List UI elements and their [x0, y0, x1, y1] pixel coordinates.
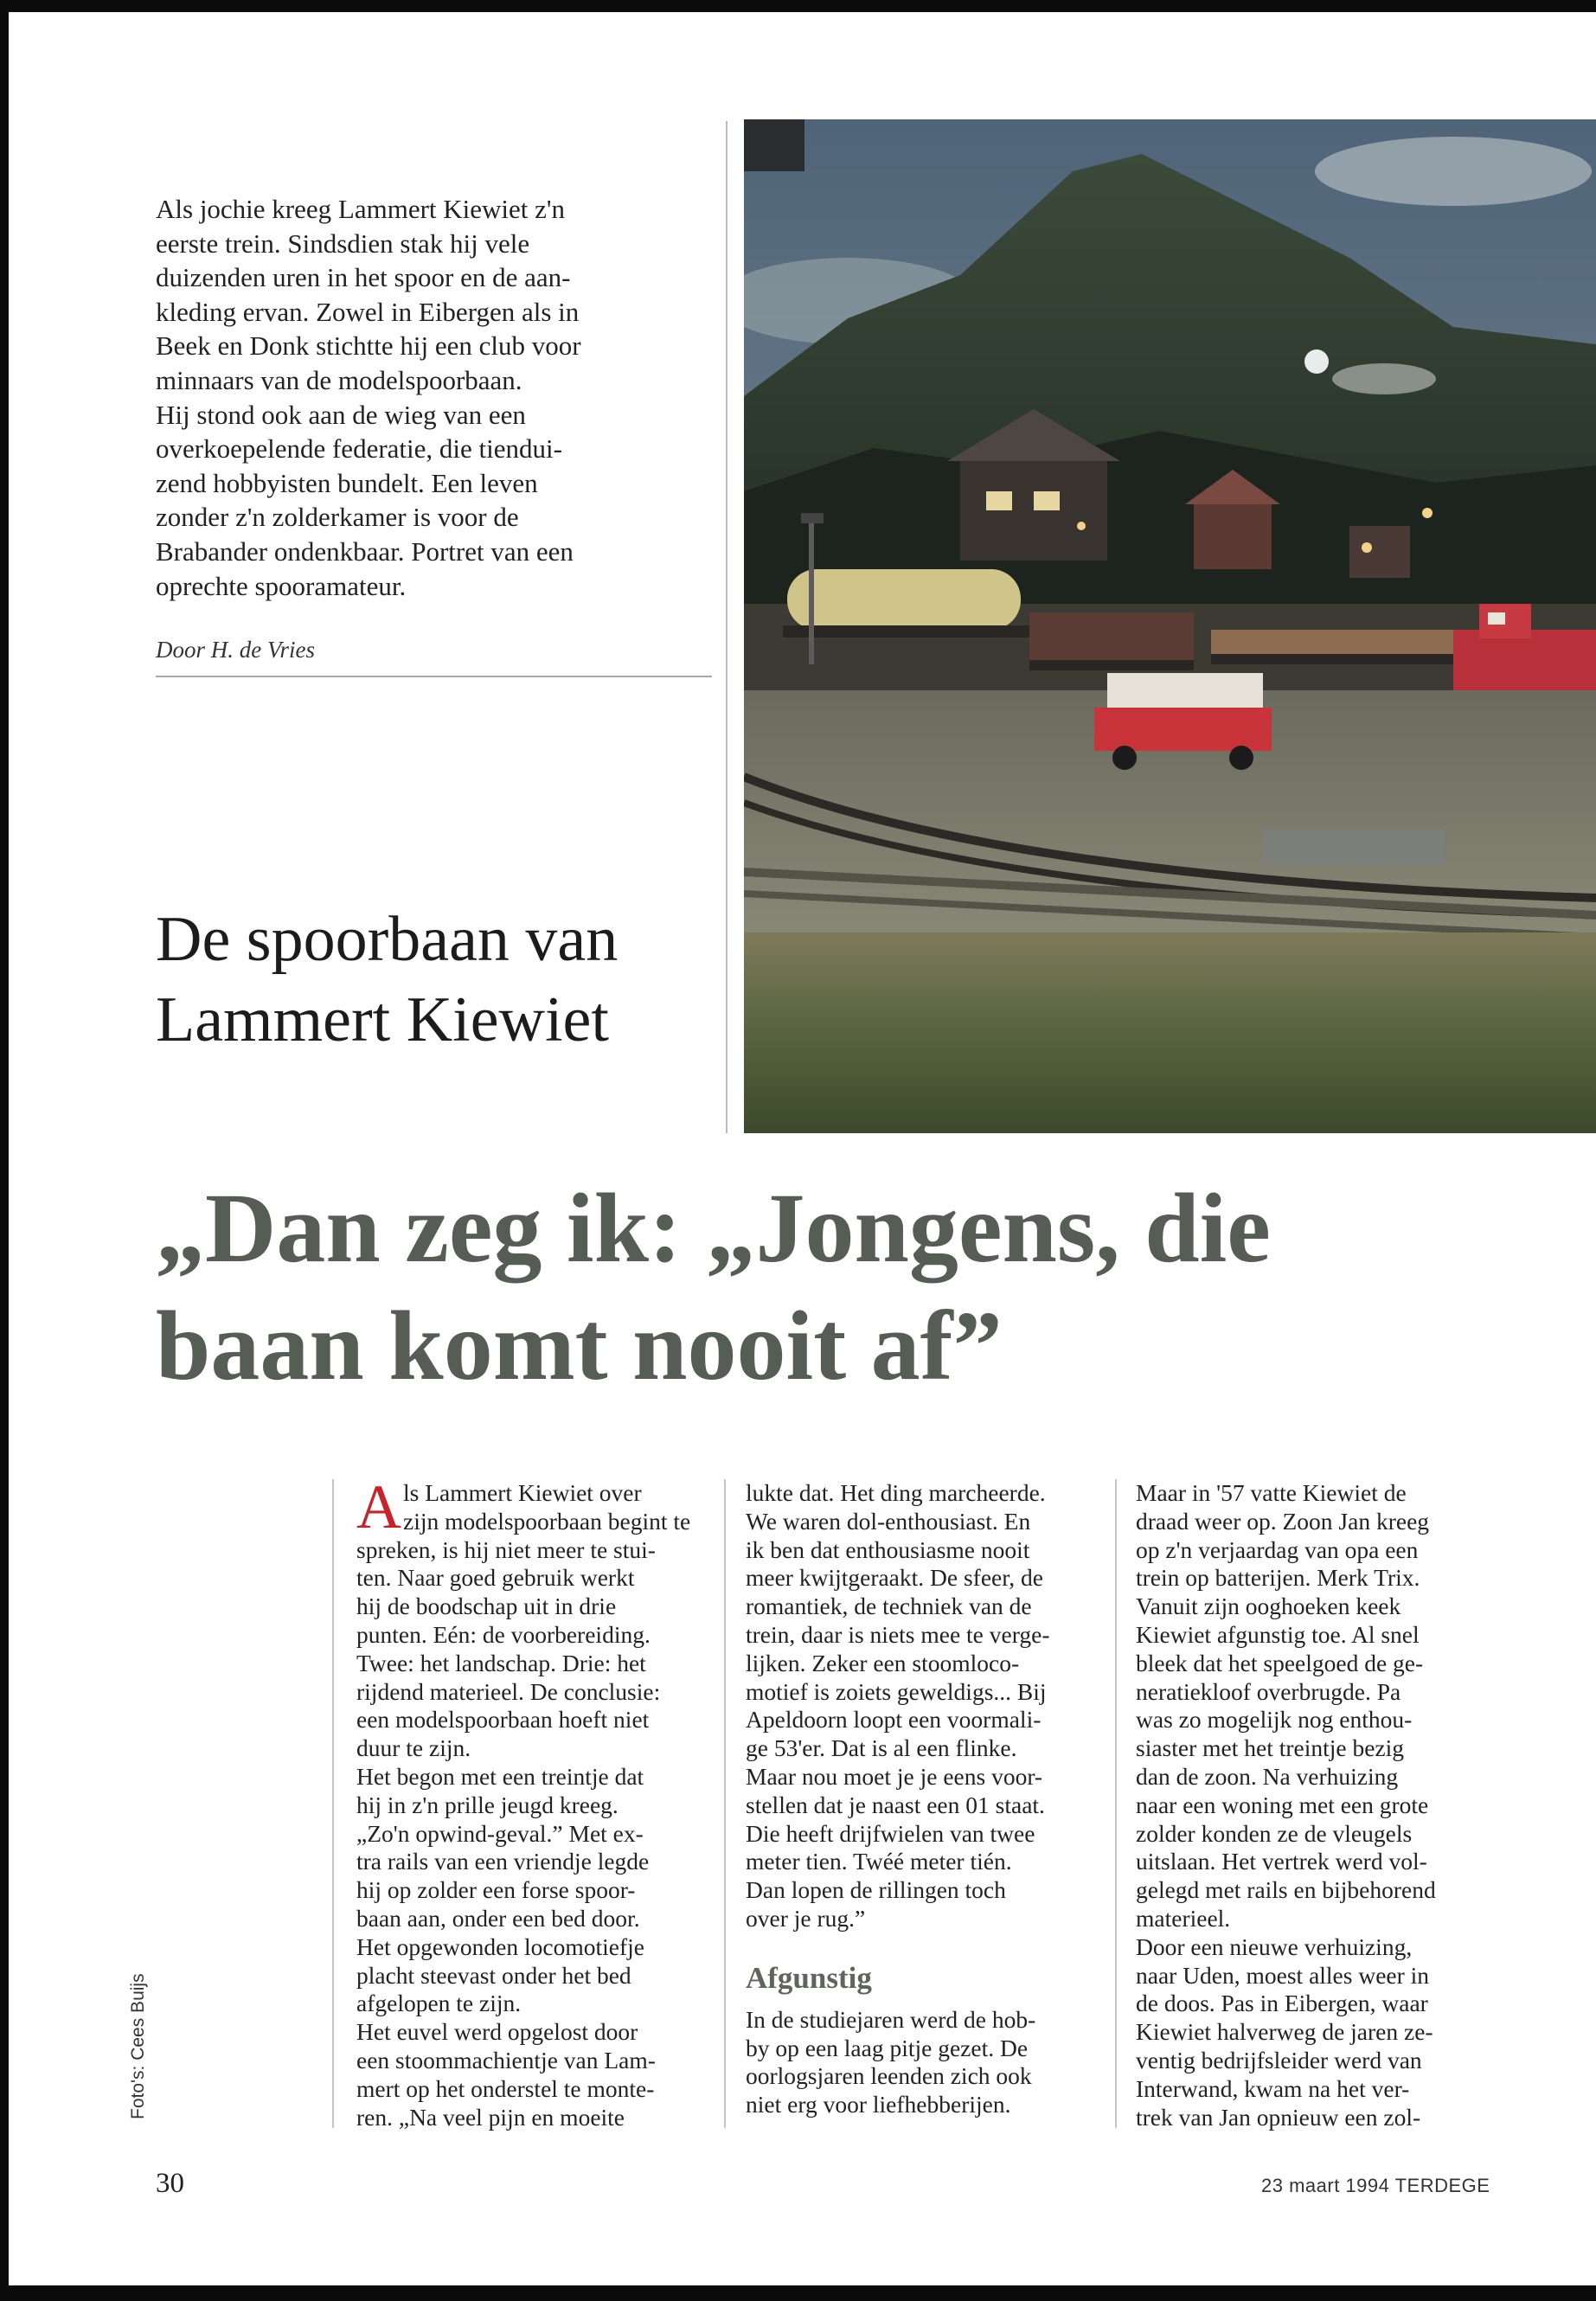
body-column-1-line: een modelspoorbaan hoeft niet: [356, 1706, 650, 1734]
body-column-2-line: stellen dat je naast een 01 staat.: [746, 1791, 1045, 1818]
body-column-1-line: zijn modelspoorbaan begint te: [403, 1507, 691, 1535]
body-column-2-line: Apeldoorn loopt een voormali-: [746, 1706, 1042, 1734]
body-first-line-text: ls Lammert Kiewiet over: [403, 1479, 642, 1506]
body-column-2-line: over je rug.”: [746, 1904, 866, 1932]
body-column-1-line: Het begon met een treintje dat: [356, 1762, 644, 1790]
body-column-3-line: siaster met het treintje bezig: [1136, 1734, 1405, 1762]
intro-text-line: overkoepelende federatie, die tiendui-: [156, 433, 562, 465]
body-column-1-line: duur te zijn.: [356, 1734, 471, 1762]
intro-text-line: kleding ervan. Zowel in Eibergen als in: [156, 296, 580, 327]
byline: Door H. de Vries: [156, 637, 315, 663]
body-column-3-line: trek van Jan opnieuw een zol-: [1136, 2103, 1421, 2131]
body-column-1-line: afgelopen te zijn.: [356, 1990, 522, 2017]
body-column-2-line: ik ben dat enthousiasme nooit: [746, 1535, 1030, 1563]
body-column-1-line: hij de boodschap uit in drie: [356, 1593, 617, 1620]
model-railway-illustration: [744, 119, 1596, 1133]
body-column-2-line: by op een laag pitje gezet. De: [746, 2034, 1029, 2061]
intro-text-line: Als jochie kreeg Lammert Kiewiet z'n: [156, 194, 565, 224]
body-column-1-line: rijdend materieel. De conclusie:: [356, 1677, 661, 1705]
body-column-3-line: bleek dat het speelgoed de ge-: [1136, 1649, 1424, 1676]
body-column-3-line: uitslaan. Het vertrek werd vol-: [1136, 1848, 1427, 1875]
page-edge-bottom: [0, 2285, 1596, 2301]
body-column-1-line: tra rails van een vriendje legde: [356, 1848, 650, 1875]
body-column-2-line: Dan lopen de rillingen toch: [746, 1876, 1006, 1904]
page-edge-top: [0, 0, 1596, 12]
intro-text: [156, 192, 709, 603]
body-column-2-line: meer kwijtgeraakt. De sfeer, de: [746, 1564, 1044, 1592]
body-column-3: [1136, 1479, 1499, 2131]
body-column-2-line: meter tien. Twéé meter tién.: [746, 1848, 1012, 1875]
body-column-3-line: Kiewiet afgunstig toe. Al snel: [1136, 1620, 1420, 1648]
body-column-1-line: ren. „Na veel pijn en moeite: [356, 2103, 625, 2131]
body-column-2-line: We waren dol-enthousiast. En: [746, 1507, 1031, 1535]
body-column-3-line: de doos. Pas in Eibergen, waar: [1136, 1990, 1428, 2017]
body-column-2-line: ge 53'er. Dat is al een flinke.: [746, 1734, 1017, 1762]
intro-text-line: zend hobbyisten bundelt. Een leven: [156, 467, 538, 498]
article-title-line-1: De spoorbaan van: [156, 904, 619, 975]
body-column-3-line: dan de zoon. Na verhuizing: [1136, 1762, 1399, 1790]
body-column-1-line: ten. Naar goed gebruik werkt: [356, 1564, 635, 1592]
subheading: Afgunstig: [746, 1960, 872, 1995]
body-column-3-line: Door een nieuwe verhuizing,: [1136, 1932, 1413, 1960]
page-number: 30: [156, 2168, 184, 2199]
intro-text-line: Beek en Donk stichtte hij een club voor: [156, 330, 581, 362]
body-column-2-line: lukte dat. Het ding marcheerde.: [746, 1479, 1046, 1506]
body-column-1-line: hij in z'n prille jeugd kreeg.: [356, 1791, 619, 1818]
headline-line-2: baan komt nooit af”: [156, 1291, 1003, 1400]
body-column-3-line: neratiekloof overbrugde. Pa: [1136, 1677, 1401, 1705]
body-column-2-lines: [746, 1479, 1100, 1933]
body-column-3-line: Interwand, kwam na het ver-: [1136, 2074, 1410, 2102]
headline-line-1: „Dan zeg ik: „Jongens, die: [156, 1173, 1271, 1283]
body-column-3-line: trein op batterijen. Merk Trix.: [1136, 1564, 1420, 1592]
intro-text-line: Brabander ondenkbaar. Portret van een: [156, 535, 574, 567]
intro-text-line: zonder z'n zolderkamer is voor de: [156, 502, 519, 533]
drop-cap: A: [356, 1472, 401, 1541]
body-column-1-line: Het euvel werd opgelost door: [356, 2018, 638, 2046]
body-column-1-line: hij op zolder een forse spoor-: [356, 1876, 636, 1904]
body-column-3-line: Kiewiet halverweg de jaren ze-: [1136, 2018, 1433, 2046]
body-column-1-line: Het opgewonden locomotiefje: [356, 1932, 644, 1960]
page-edge-left: [0, 0, 9, 2301]
body-column-2: [746, 1479, 1100, 2119]
intro-divider: [156, 676, 712, 677]
column-rule-2: [724, 1479, 726, 2128]
body-column-1-line: spreken, is hij niet meer te stui-: [356, 1535, 656, 1563]
body-column-2-line: niet erg voor liefhebberijen.: [746, 2091, 1011, 2118]
body-column-2-line: trein, daar is niets mee te verge-: [746, 1620, 1050, 1648]
body-column-2-line: motief is zoiets geweldigs... Bij: [746, 1677, 1047, 1705]
body-column-3-lines: [1136, 1479, 1499, 2131]
body-column-1: [356, 1472, 702, 2131]
body-column-3-line: zolder konden ze de vleugels: [1136, 1819, 1413, 1847]
body-column-2-continued: [746, 2006, 1100, 2119]
article-title: [156, 900, 727, 1061]
body-column-3-line: ventig bedrijfsleider werd van: [1136, 2046, 1422, 2073]
body-column-2-line: Maar nou moet je je eens voor-: [746, 1762, 1043, 1790]
column-rule-1: [332, 1479, 334, 2128]
body-column-3-line: naar Uden, moest alles weer in: [1136, 1961, 1430, 1989]
body-column-2-line: oorlogsjaren leenden zich ook: [746, 2062, 1032, 2090]
issue-footer: 23 maart 1994 TERDEGE: [1261, 2175, 1490, 2196]
body-column-2-line: Die heeft drijfwielen van twee: [746, 1819, 1035, 1847]
intro-text-line: eerste trein. Sindsdien stak hij vele: [156, 228, 530, 259]
body-column-2-line: In de studiejaren werd de hob-: [746, 2005, 1036, 2033]
body-column-3-line: draad weer op. Zoon Jan kreeg: [1136, 1507, 1430, 1535]
intro-text-line: Hij stond ook aan de wieg van een: [156, 399, 526, 430]
column-rule-3: [1115, 1479, 1117, 2128]
intro-text-line: duizenden uren in het spoor en de aan-: [156, 262, 571, 293]
body-column-2-line: lijken. Zeker een stoomloco-: [746, 1649, 1020, 1676]
article-title-line-2: Lammert Kiewiet: [156, 984, 609, 1055]
headline: [156, 1170, 1557, 1405]
body-column-2-line: romantiek, de techniek van de: [746, 1593, 1032, 1620]
model-railway-photo: [744, 119, 1596, 1133]
intro-text-line: minnaars van de modelspoorbaan.: [156, 364, 522, 395]
photo-credit: Foto's: Cees Buijs: [128, 1973, 148, 2119]
body-column-1-lines: [356, 1508, 702, 2132]
body-column-3-line: Vanuit zijn ooghoeken keek: [1136, 1593, 1401, 1620]
body-column-1-line: „Zo'n opwind-geval.” Met ex-: [356, 1819, 644, 1847]
body-column-3-line: gelegd met rails en bijbehorend: [1136, 1876, 1436, 1904]
body-column-1-line: een stoommachientje van Lam-: [356, 2046, 656, 2073]
body-column-3-line: op z'n verjaardag van opa een: [1136, 1535, 1419, 1563]
body-column-3-line: naar een woning met een grote: [1136, 1791, 1429, 1818]
body-column-1-line: mert op het onderstel te monte-: [356, 2074, 655, 2102]
body-column-3-line: Maar in '57 vatte Kiewiet de: [1136, 1479, 1407, 1506]
body-column-3-line: was zo mogelijk nog enthou-: [1136, 1706, 1413, 1734]
body-column-3-line: materieel.: [1136, 1904, 1231, 1932]
body-column-1-line: punten. Eén: de voorbereiding.: [356, 1620, 651, 1648]
body-column-1-line: Twee: het landschap. Drie: het: [356, 1649, 646, 1676]
intro-text-line: oprechte spooramateur.: [156, 570, 407, 601]
body-column-1-line: baan aan, onder een bed door.: [356, 1904, 640, 1932]
body-column-1-line: placht steevast onder het bed: [356, 1961, 631, 1989]
